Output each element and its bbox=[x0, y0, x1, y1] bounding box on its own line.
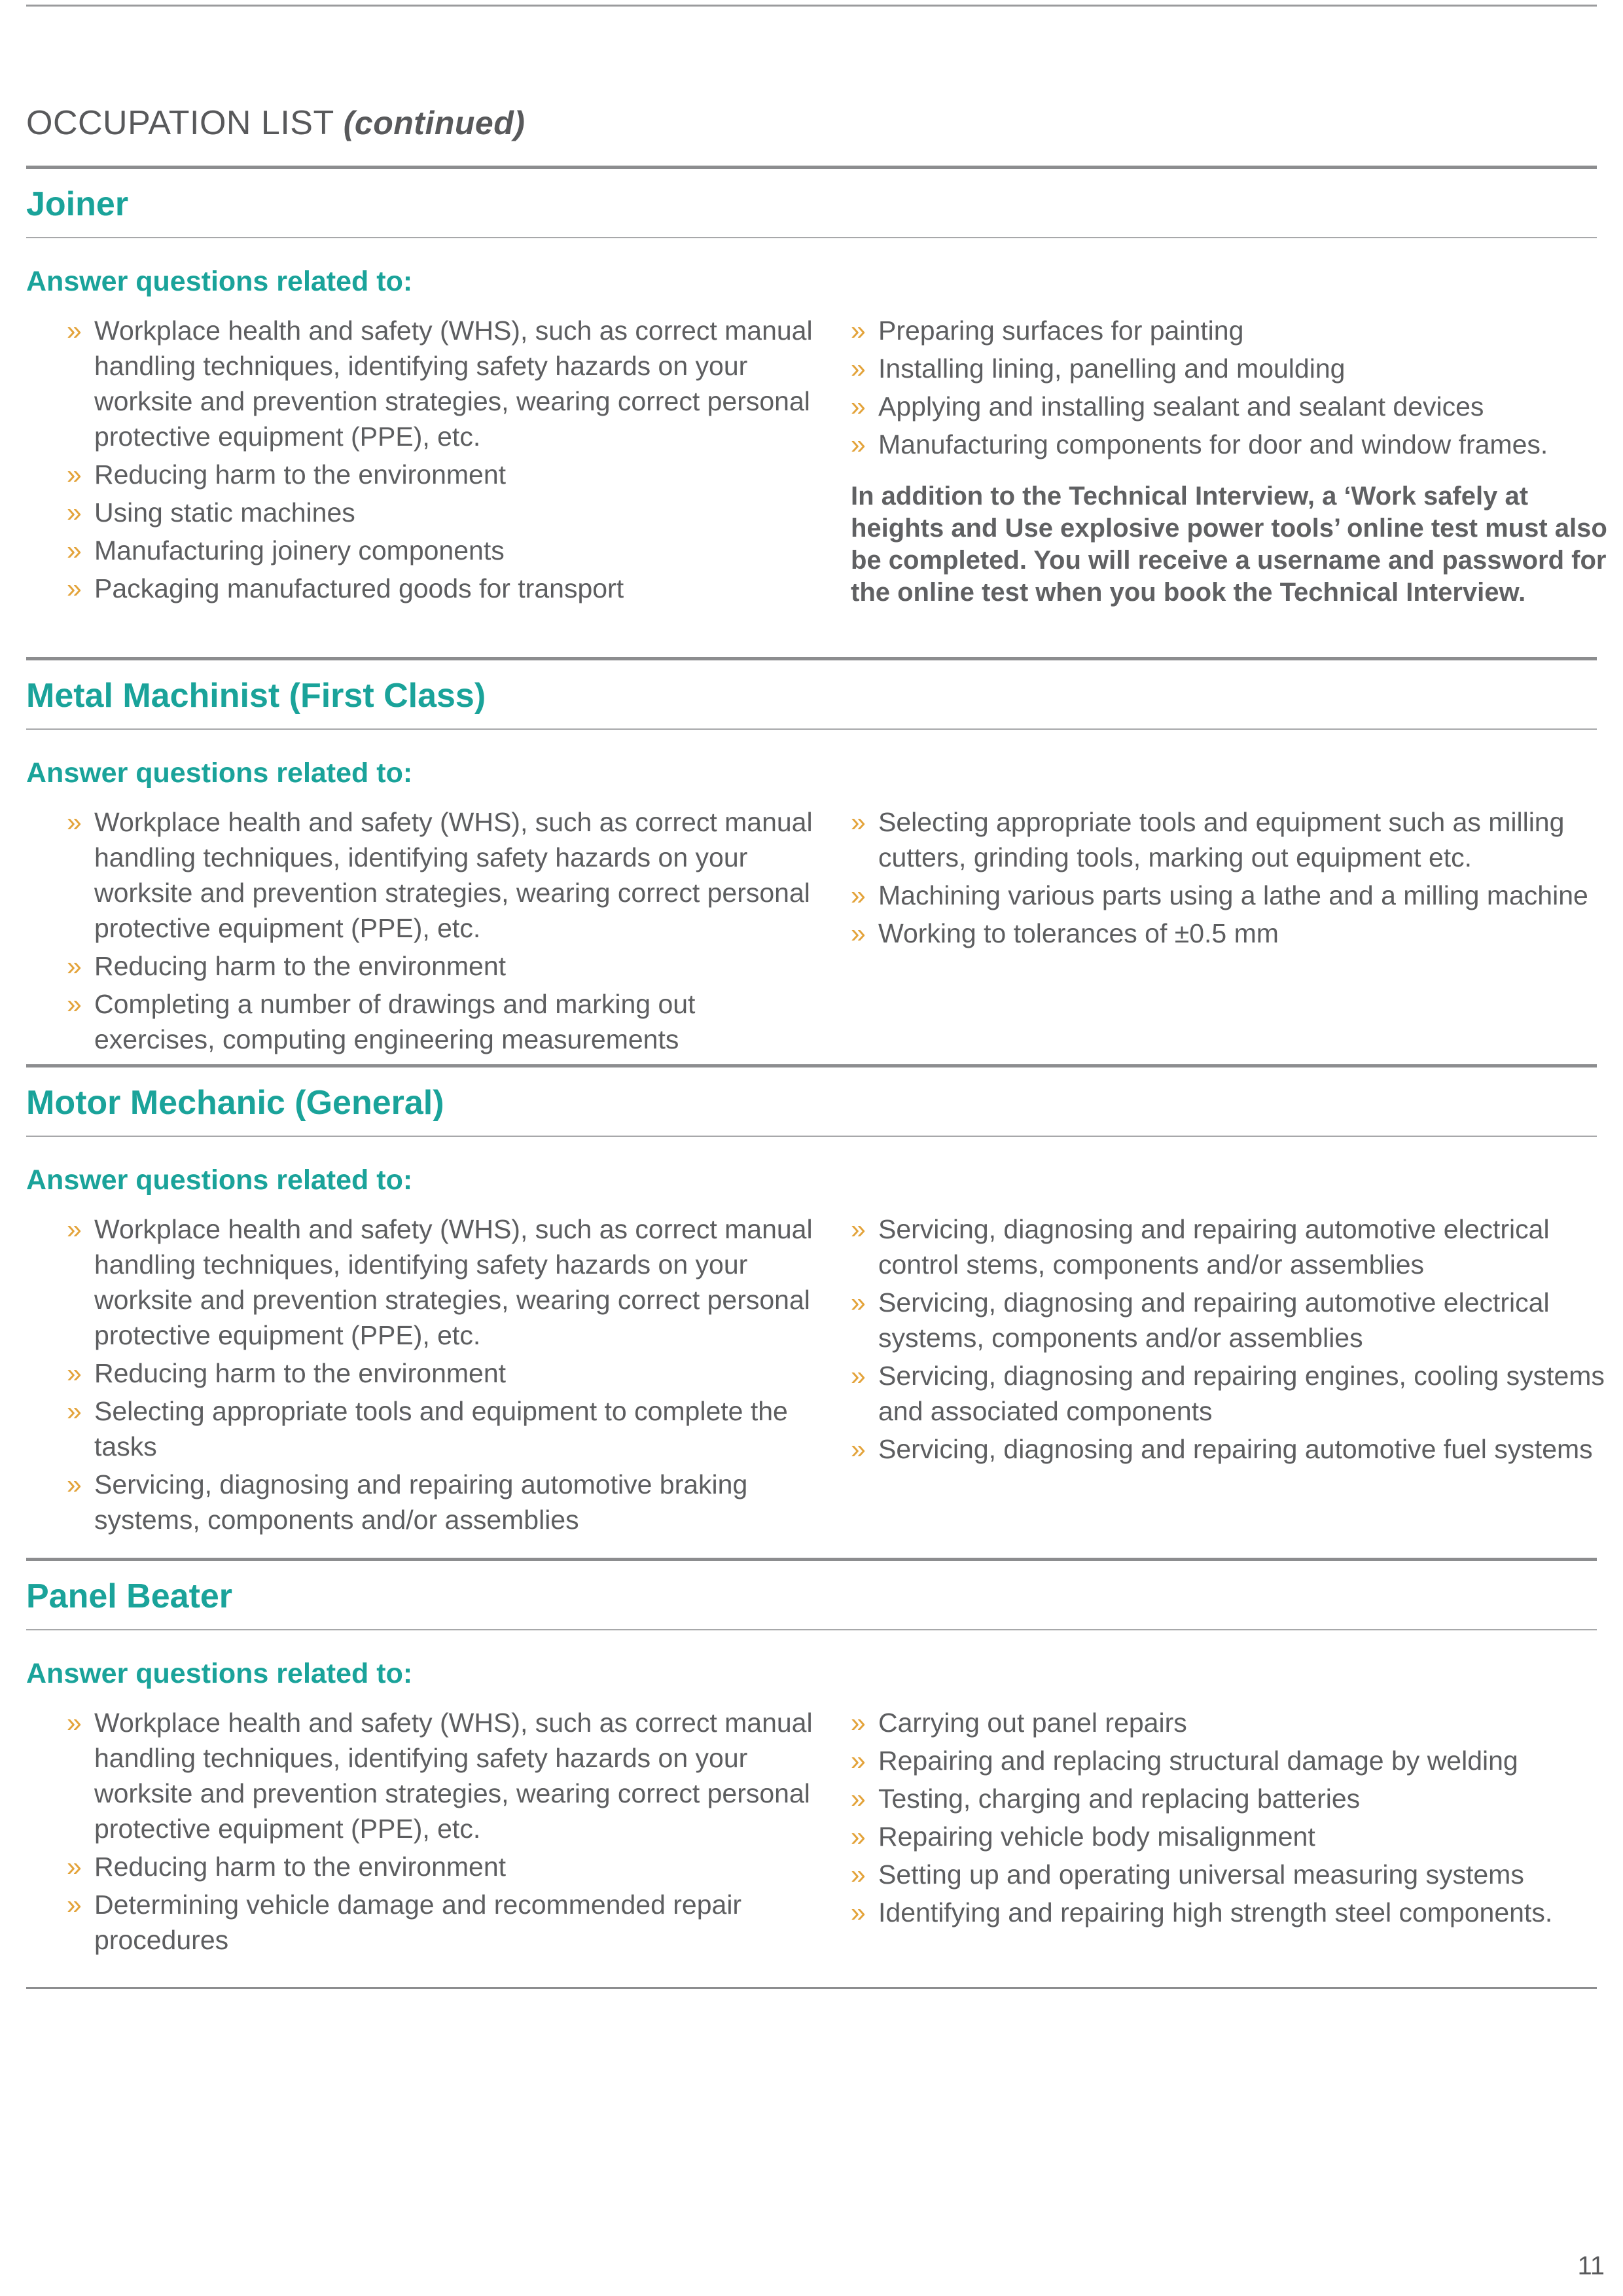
list-item: » Reducing harm to the environment bbox=[67, 1355, 813, 1391]
section-title-underline bbox=[26, 728, 1597, 730]
list-item: » Testing, charging and replacing batteries bbox=[851, 1781, 1610, 1816]
list-item: » Servicing, diagnosing and repairing automotive fuel systems bbox=[851, 1431, 1610, 1467]
section-divider bbox=[26, 1064, 1597, 1067]
section-title-underline bbox=[26, 1136, 1597, 1137]
section-panel-beater bbox=[26, 1558, 1597, 1955]
section-title: Motor Mechanic (General) bbox=[26, 1084, 444, 1122]
left-column bbox=[67, 1211, 813, 1540]
section-divider bbox=[26, 657, 1597, 660]
list-item: » Workplace health and safety (WHS), such as correct manual handling techniques, identifying safety hazards on your worksite and prevention strategies, wearing correct personal protective equipment (PPE), etc. bbox=[67, 313, 813, 454]
list-item: » Completing a number of drawings and marking out exercises, computing engineering measurements bbox=[67, 986, 813, 1057]
list-item: » Determining vehicle damage and recommended repair procedures bbox=[67, 1887, 813, 1958]
left-column bbox=[67, 1705, 813, 1960]
section-title: Joiner bbox=[26, 185, 129, 223]
section-subtitle: Answer questions related to: bbox=[26, 1164, 413, 1196]
list-item: » Working to tolerances of ±0.5 mm bbox=[851, 916, 1610, 951]
list-item: » Setting up and operating universal measuring systems bbox=[851, 1857, 1610, 1892]
online-test-note: In addition to the Technical Interview, a ‘Work safely at heights and Use explosive power tools’ online test must also be completed. You will receive a username and password for the online test when you book the Technical Interview. bbox=[851, 482, 1607, 607]
bullet-list bbox=[851, 313, 1610, 462]
list-item: » Packaging manufactured goods for transport bbox=[67, 571, 813, 606]
bullet-list bbox=[67, 804, 813, 1057]
list-item: » Servicing, diagnosing and repairing automotive electrical systems, components and/or assemblies bbox=[851, 1285, 1610, 1355]
bullet-list bbox=[851, 804, 1610, 951]
list-item: » Selecting appropriate tools and equipment such as milling cutters, grinding tools, marking out equipment etc. bbox=[851, 804, 1610, 875]
section-subtitle: Answer questions related to: bbox=[26, 266, 413, 297]
page-title-text: OCCUPATION LIST bbox=[26, 104, 334, 142]
list-item: » Repairing vehicle body misalignment bbox=[851, 1819, 1610, 1854]
top-rule bbox=[26, 5, 1597, 7]
right-column bbox=[851, 313, 1610, 609]
list-item: » Workplace health and safety (WHS), such as correct manual handling techniques, identifying safety hazards on your worksite and prevention strategies, wearing correct personal protective equipment (PPE), etc. bbox=[67, 1705, 813, 1846]
list-item: » Applying and installing sealant and sealant devices bbox=[851, 389, 1610, 424]
right-column bbox=[851, 804, 1610, 954]
right-column bbox=[851, 1211, 1610, 1469]
list-item: » Selecting appropriate tools and equipment to complete the tasks bbox=[67, 1393, 813, 1464]
list-item: » Carrying out panel repairs bbox=[851, 1705, 1610, 1740]
bullet-list bbox=[851, 1705, 1610, 1930]
list-item: » Repairing and replacing structural damage by welding bbox=[851, 1743, 1610, 1778]
bullet-list bbox=[67, 1211, 813, 1537]
page-title-suffix: (continued) bbox=[343, 105, 526, 141]
list-item: » Servicing, diagnosing and repairing automotive electrical control stems, components and/or assemblies bbox=[851, 1211, 1610, 1282]
section-divider bbox=[26, 1558, 1597, 1561]
section-subtitle: Answer questions related to: bbox=[26, 757, 413, 789]
left-column bbox=[67, 804, 813, 1060]
list-item: » Installing lining, panelling and moulding bbox=[851, 351, 1610, 386]
list-item: » Identifying and repairing high strength steel components. bbox=[851, 1895, 1610, 1930]
list-item: » Using static machines bbox=[67, 495, 813, 530]
list-item: » Servicing, diagnosing and repairing engines, cooling systems and associated components bbox=[851, 1358, 1610, 1429]
right-column bbox=[851, 1705, 1610, 1933]
bullet-list bbox=[851, 1211, 1610, 1467]
list-item: » Workplace health and safety (WHS), such as correct manual handling techniques, identifying safety hazards on your worksite and prevention strategies, wearing correct personal protective equipment (PPE), etc. bbox=[67, 804, 813, 946]
left-column bbox=[67, 313, 813, 609]
bullet-list bbox=[67, 313, 813, 606]
section-metal-machinist bbox=[26, 657, 1597, 1054]
list-item: » Servicing, diagnosing and repairing automotive braking systems, components and/or assemblies bbox=[67, 1467, 813, 1537]
list-item: » Manufacturing components for door and window frames. bbox=[851, 427, 1610, 462]
list-item: » Preparing surfaces for painting bbox=[851, 313, 1610, 348]
section-joiner bbox=[26, 166, 1607, 607]
list-item: » Reducing harm to the environment bbox=[67, 457, 813, 492]
section-title: Panel Beater bbox=[26, 1577, 233, 1615]
section-title: Metal Machinist (First Class) bbox=[26, 677, 486, 715]
list-item: » Workplace health and safety (WHS), such as correct manual handling techniques, identifying safety hazards on your worksite and prevention strategies, wearing correct personal protective equipment (PPE), etc. bbox=[67, 1211, 813, 1353]
section-title-underline bbox=[26, 1629, 1597, 1630]
bullet-list bbox=[67, 1705, 813, 1958]
section-motor-mechanic bbox=[26, 1064, 1605, 1535]
list-item: » Reducing harm to the environment bbox=[67, 948, 813, 984]
section-subtitle: Answer questions related to: bbox=[26, 1658, 413, 1689]
section-title-underline bbox=[26, 237, 1597, 238]
section-divider bbox=[26, 166, 1597, 169]
list-item: » Manufacturing joinery components bbox=[67, 533, 813, 568]
page-title bbox=[26, 103, 525, 143]
list-item: » Machining various parts using a lathe and a milling machine bbox=[851, 878, 1610, 913]
list-item: » Reducing harm to the environment bbox=[67, 1849, 813, 1884]
bottom-rule bbox=[26, 1987, 1597, 1989]
page-number: 11 bbox=[1577, 2251, 1605, 2280]
